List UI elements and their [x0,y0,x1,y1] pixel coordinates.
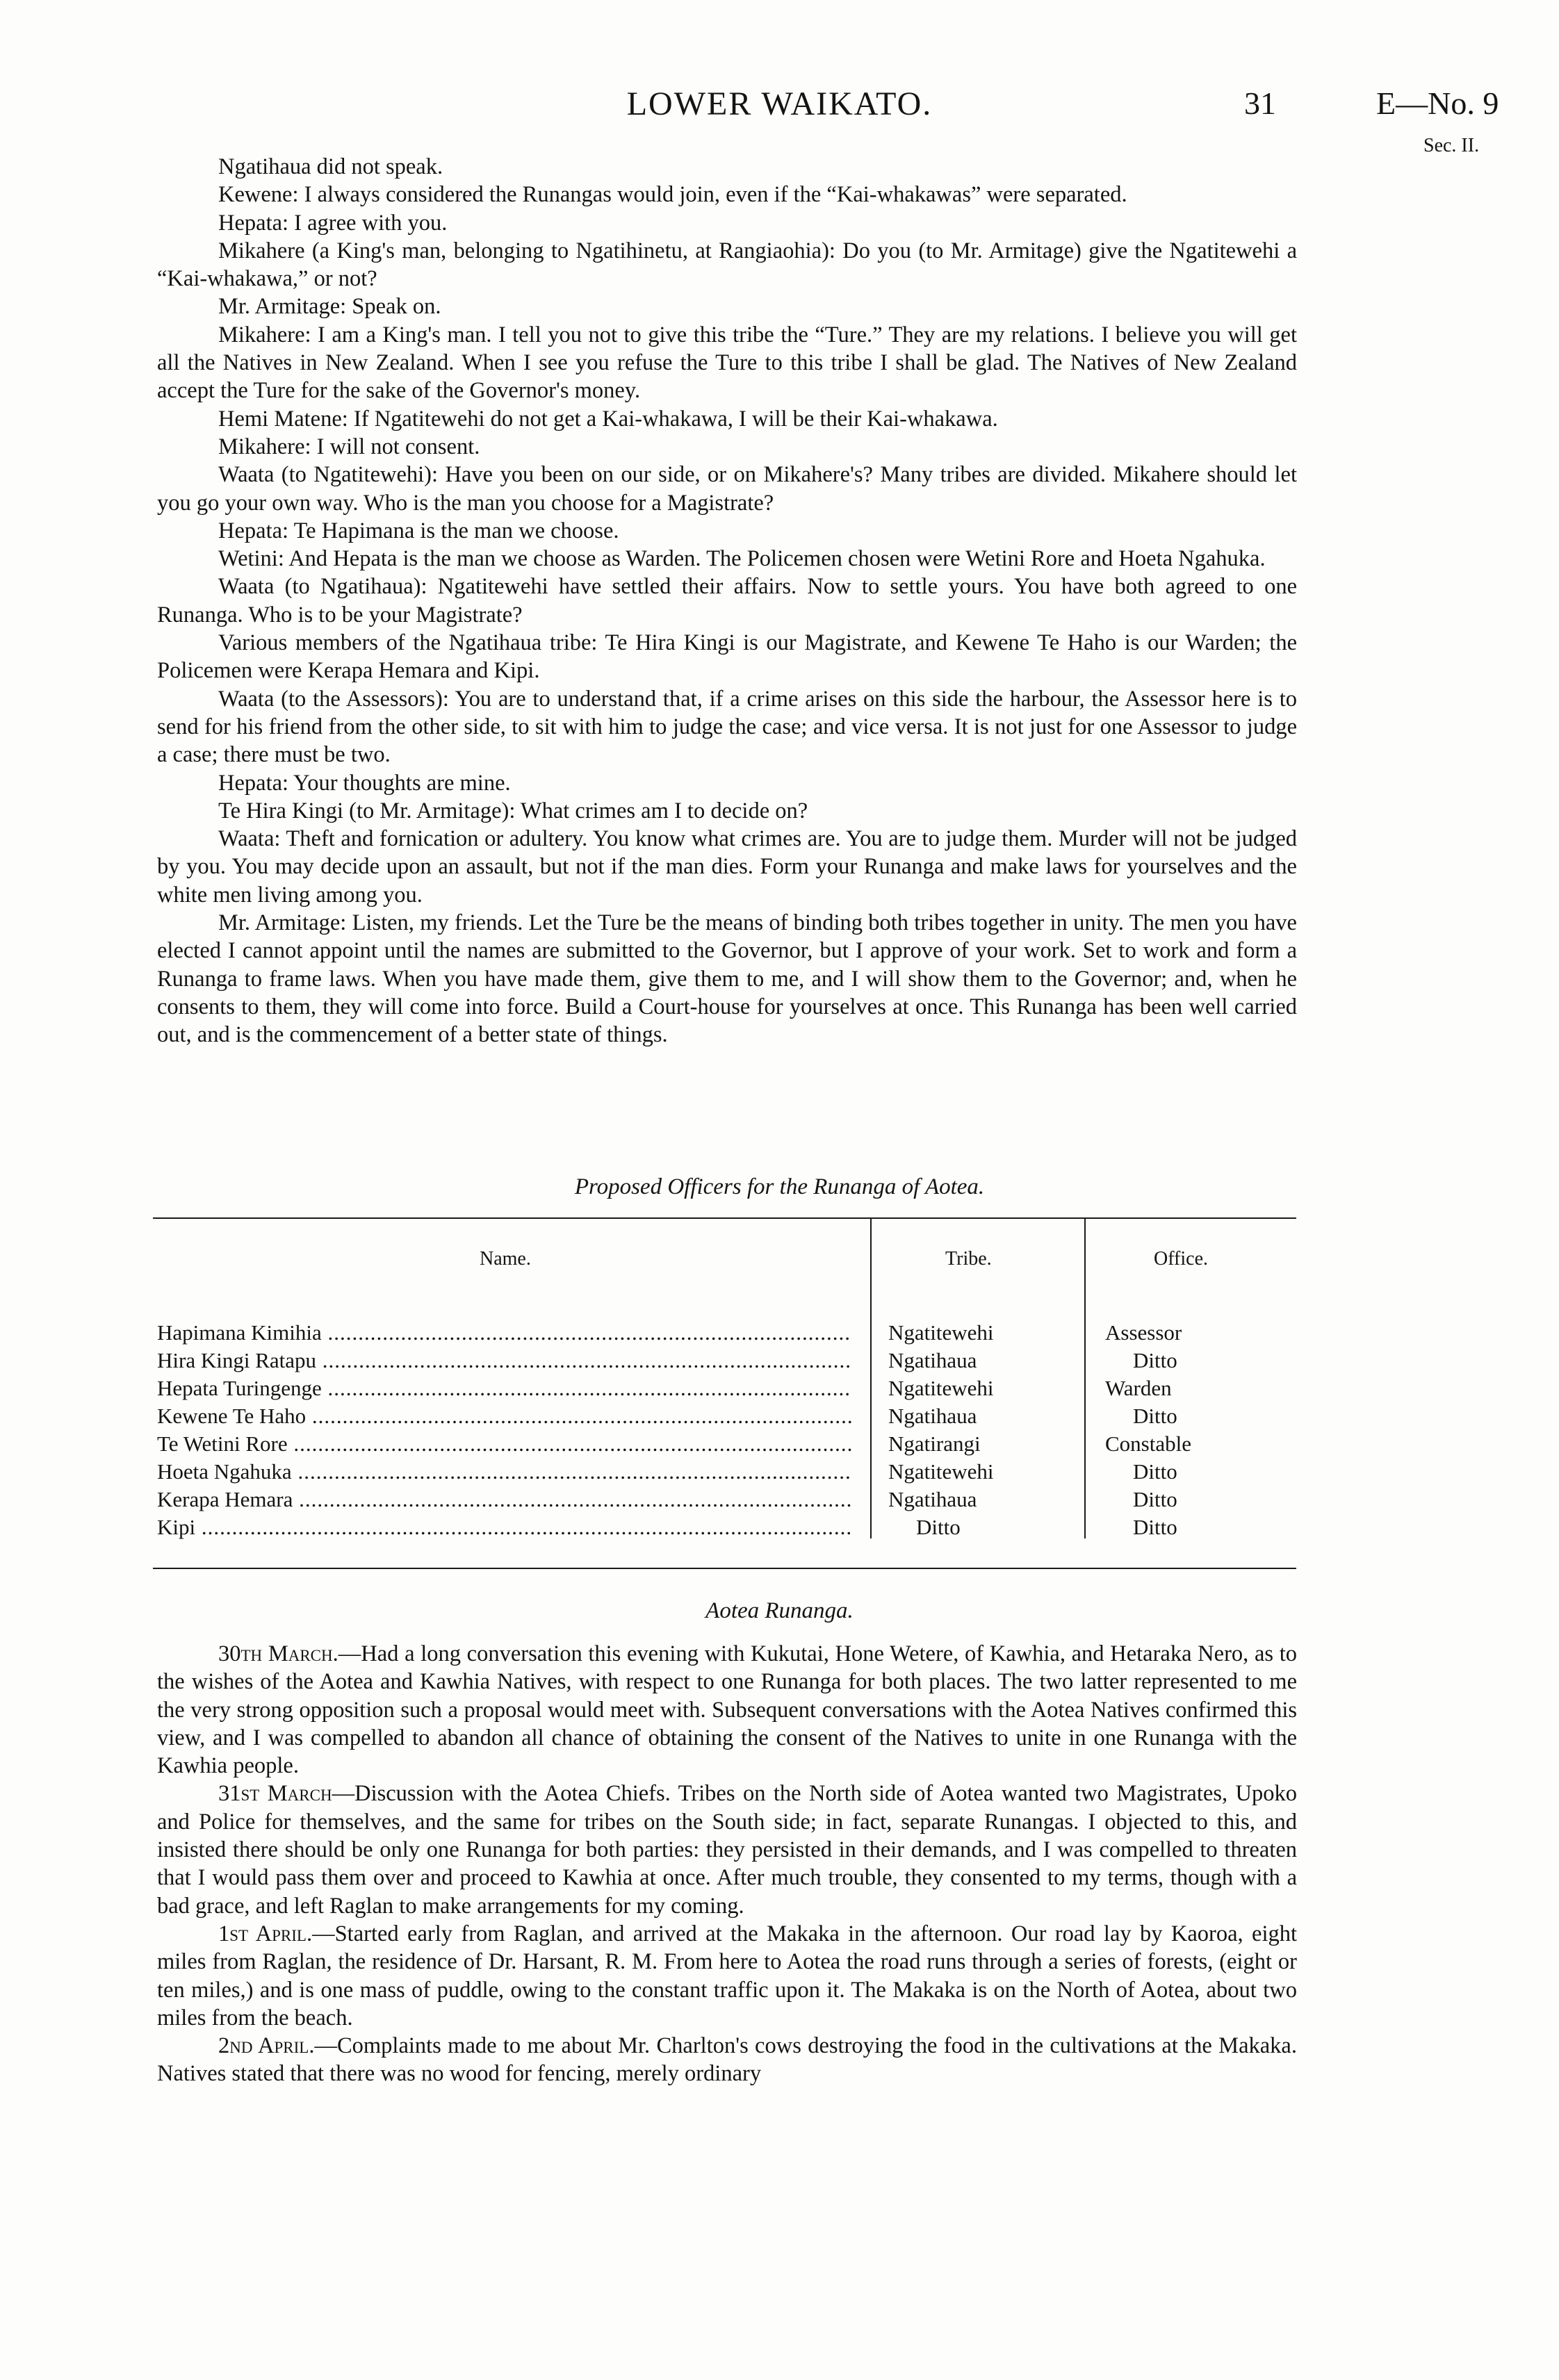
section-reference: Sec. II. [1423,135,1480,156]
officer-name: Hoeta Ngahuka ..... [157,1459,852,1484]
paragraph: Wetini: And Hepata is the man we choose as Warden. The Policemen chosen were Wetini Rore and Hoeta Ngahuka. [218,546,1266,572]
dated-paragraph [157,1640,1297,1780]
officer-office: Ditto [1133,1459,1177,1484]
paragraph: Hepata: I agree with you. [218,210,448,236]
entry-text: —Started early from Raglan, and arrived at the Makaka in the afternoon. Our road lay by Kaoroa, eight miles from Raglan, the residence of Dr. Harsant, R. M. From here to Aotea the road runs through a series of forests, (eight or ten miles,) and is one mass of puddle, owing to the constant traffic upon it. The Makaka is on the North of Aotea, about two miles from the beach. [157,1921,1298,2030]
entry-date: 1st April. [218,1921,313,1946]
officer-office: Constable [1105,1431,1191,1456]
body-text-top [157,153,1297,1049]
officer-tribe: Ditto [916,1515,961,1539]
table-row [153,1459,1296,1487]
section-title: Aotea Runanga. [705,1598,854,1623]
page-number: 31 [1244,85,1276,121]
paragraph: Various members of the Ngatihaua tribe: Te Hira Kingi is our Magistrate, and Kewene Te Haho is our Warden; the Policemen were Kerapa Hemara and Kipi. [157,630,1297,684]
officer-office: Assessor [1105,1320,1182,1345]
officer-office: Warden [1105,1376,1172,1400]
paragraph: Mr. Armitage: Speak on. [218,294,441,320]
running-title: LOWER WAIKATO. [626,85,933,122]
officer-name: Kipi ..... [157,1515,852,1540]
header-name: Name. [480,1248,531,1270]
officer-tribe: Ngatirangi [888,1431,981,1456]
officer-office: Ditto [1133,1487,1177,1511]
table-caption: Proposed Officers for the Runanga of Aotea. [574,1174,985,1199]
paragraph: Te Hira Kingi (to Mr. Armitage): What crimes am I to decide on? [218,798,808,823]
officers-table [153,1217,1296,1570]
page-header [0,85,1559,156]
paragraph: Waata (to the Assessors): You are to understand that, if a crime arises on this side the harbour, the Assessor here is to send for his friend from the other side, to sit with him to judge the case; and vice versa. It is not just for one Assessor to judge a case; there must be two. [157,686,1297,768]
officer-tribe: Ngatihaua [888,1348,977,1372]
header-office: Office. [1154,1248,1208,1270]
dated-paragraph [157,1780,1297,1919]
entry-text: —Complaints made to me about Mr. Charlton's cows destroying the food in the cultivations at the Makaka. Natives stated that there was no wood for fencing, merely ordinary [157,2033,1297,2087]
paragraph: Kewene: I always considered the Runangas would join, even if the “Kai-whakawas” were separated. [218,182,1127,208]
table-row [153,1348,1296,1376]
entry-date: 31st March [218,1781,332,1807]
entry-date: 30th March. [218,1641,338,1666]
entry-date: 2nd April. [218,2033,315,2059]
paragraph: Mikahere (a King's man, belonging to Ngatihinetu, at Rangiaohia): Do you (to Mr. Armitage) give the Ngatitewehi a “Kai-whakawa,” or not? [157,238,1297,292]
dated-paragraph [157,1920,1297,2032]
table-row [153,1515,1296,1543]
entry-text: —Had a long conversation this evening with Kukutai, Hone Wetere, of Kawhia, and Hetaraka Nero, as to the wishes of the Aotea and Kawhia Natives, with respect to one Runanga for both places. The two latter represented to me the very strong opposition such a proposal would meet with. Subsequent conversations with the Aotea Natives confirmed this view, and I was compelled to abandon all chance of obtaining the consent of the Natives to unite in one Runanga with the Kawhia people. [157,1641,1297,1779]
officer-name: Kewene Te Haho ..... [157,1404,852,1429]
officer-name: Hepata Turingenge ..... [157,1376,852,1401]
officer-tribe: Ngatitewehi [888,1459,994,1484]
officer-office: Ditto [1133,1404,1177,1428]
table-row [153,1404,1296,1431]
paragraph: Waata (to Ngatihaua): Ngatitewehi have settled their affairs. Now to settle yours. You have both agreed to one Runanga. Who is to be your Magistrate? [157,574,1297,627]
paragraph: Waata: Theft and fornication or adultery. You know what crimes are. You are to judge them. Murder will not be judged by you. You may decide upon an assault, but not if the man dies. Form your Runanga and make laws for yourselves and the white men living among you. [157,826,1297,908]
table-row [153,1487,1296,1515]
dated-paragraph [157,2032,1297,2088]
officer-tribe: Ngatihaua [888,1487,977,1511]
officer-name: Te Wetini Rore ..... [157,1431,852,1456]
paragraph: Hepata: Te Hapimana is the man we choose. [218,518,619,543]
officer-office: Ditto [1133,1348,1177,1372]
body-text-bottom [157,1640,1297,2088]
paragraph: Mr. Armitage: Listen, my friends. Let the Ture be the means of binding both tribes together in unity. The men you have elected I cannot appoint until the names are submitted to the Governor, but I approve of your work. Set to work and form a Runanga to frame laws. When you have made them, give them to me, and I will show them to the Governor; and, when he consents to them, they will come into force. Build a Court-house for yourselves at once. This Runanga has been well carried out, and is the commencement of a better state of things. [157,910,1297,1048]
paragraph: Hemi Matene: If Ngatitewehi do not get a Kai-whakawa, I will be their Kai-whakawa. [218,406,998,432]
officer-name: Kerapa Hemara ..... [157,1487,852,1512]
table-top-rule [153,1217,1296,1219]
officer-name: Hapimana Kimihia ..... [157,1320,852,1345]
table-bottom-rule [153,1568,1296,1569]
paragraph: Mikahere: I am a King's man. I tell you not to give this tribe the “Ture.” They are my relations. I believe you will get all the Natives in New Zealand. When I see you refuse the Ture to this tribe I shall be glad. The Natives of New Zealand accept the Ture for the sake of the Governor's money. [157,322,1297,404]
officer-name: Hira Kingi Ratapu ..... [157,1348,852,1373]
table-row [153,1431,1296,1459]
officer-office: Ditto [1133,1515,1177,1539]
table-row [153,1320,1296,1348]
paragraph: Mikahere: I will not consent. [218,434,480,459]
header-tribe: Tribe. [945,1248,992,1270]
paragraph: Ngatihaua did not speak. [218,154,443,179]
paragraph: Waata (to Ngatitewehi): Have you been on our side, or on Mikahere's? Many tribes are divided. Mikahere should let you go your own way. Who is the man you choose for a Magistrate? [157,462,1297,516]
officer-tribe: Ngatihaua [888,1404,977,1428]
officer-tribe: Ngatitewehi [888,1376,994,1400]
paragraph: Hepata: Your thoughts are mine. [218,770,511,796]
entry-text: —Discussion with the Aotea Chiefs. Tribes on the North side of Aotea wanted two Magistrates, Upoko and Police for themselves, and the same for tribes on the South side; in fact, separate Runangas. I objected to this, and insisted there should be only one Runanga for both parties: they persisted in their demands, and I was compelled to threaten that I would pass them over and proceed to Kawhia at once. After much trouble, they consented to my terms, though with a bad grace, and left Raglan to make arrangements for my coming. [157,1781,1297,1919]
officer-tribe: Ngatitewehi [888,1320,994,1345]
document-reference: E—No. 9 [1376,85,1499,121]
table-row [153,1376,1296,1404]
